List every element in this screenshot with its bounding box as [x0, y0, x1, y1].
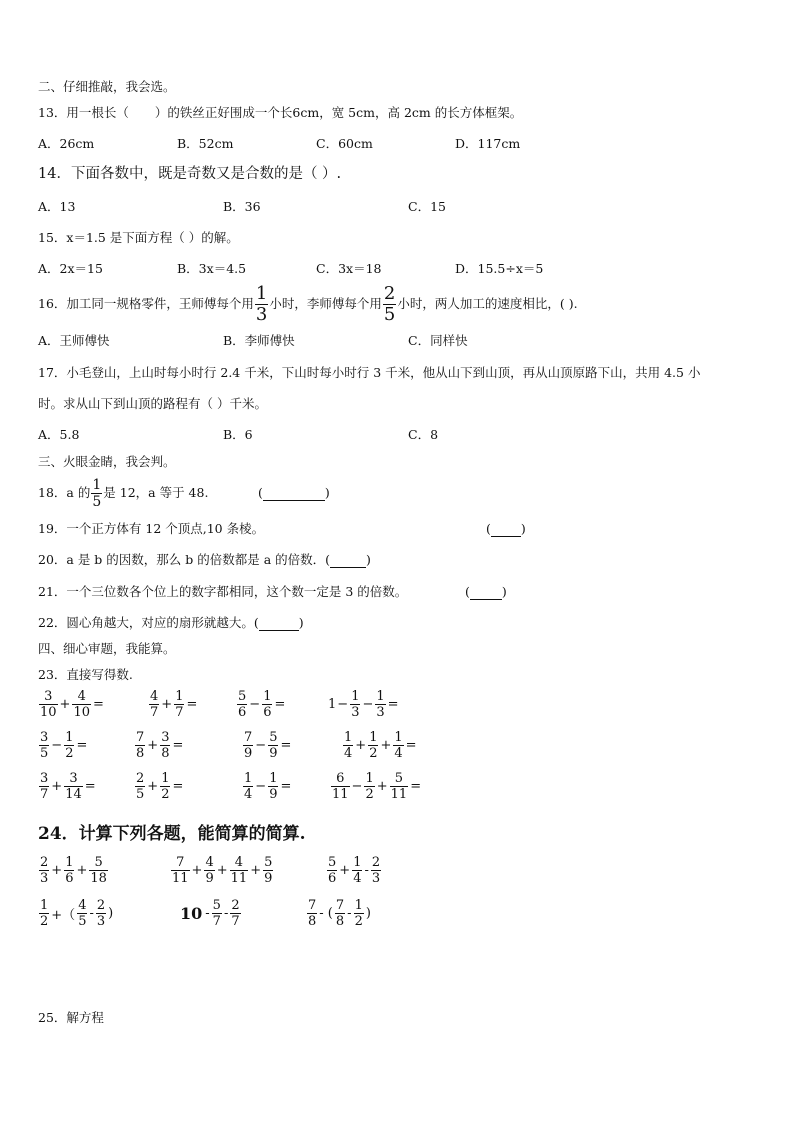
- fraction: [72, 690, 91, 719]
- q17-option-c: C．8: [408, 427, 439, 442]
- denominator: 10: [40, 705, 57, 720]
- numerator: 4: [78, 898, 87, 913]
- denominator: 10: [73, 705, 90, 720]
- paren-right: ): [520, 521, 526, 536]
- denominator: 5: [92, 493, 102, 510]
- equals-sign: =: [93, 697, 104, 712]
- denominator: 9: [244, 746, 253, 761]
- integer: 1: [328, 697, 337, 712]
- denominator: 8: [161, 746, 170, 761]
- fraction: [174, 690, 184, 719]
- q23-expr-9: [38, 772, 97, 801]
- denominator: 2: [40, 914, 49, 929]
- numerator: 3: [40, 771, 49, 786]
- denominator: 3: [255, 303, 268, 325]
- fraction: [39, 731, 49, 760]
- q16-part1: 16．加工同一规格零件，王师傅每个用: [38, 296, 254, 311]
- denominator: 11: [172, 871, 189, 886]
- numerator: 7: [335, 898, 345, 913]
- question-13-post: ）的铁丝正好围成一个长6cm，宽 5cm，高 2cm 的长方体框架。: [154, 105, 523, 120]
- question-13-pre: 13．用一根长（: [38, 105, 129, 120]
- fraction: [307, 899, 317, 928]
- equals-sign: =: [172, 738, 184, 753]
- integer: 10: [180, 904, 203, 923]
- q23-expr-2: [148, 690, 198, 719]
- numerator: 4: [234, 855, 244, 870]
- denominator: 4: [344, 746, 353, 761]
- plus-sign: +: [147, 779, 159, 794]
- numerator: 1: [365, 771, 374, 786]
- q20-text: 20．a 是 b 的因数，那么 b 的倍数都是 a 的倍数．(: [38, 552, 331, 567]
- q18-answer-paren[interactable]: [258, 485, 330, 501]
- fraction: [135, 731, 145, 760]
- fraction: [263, 856, 273, 885]
- denominator: 11: [332, 787, 349, 802]
- question-24-title: 24．计算下列各题，能简算的简算.: [38, 824, 306, 844]
- fraction: [39, 690, 58, 719]
- fraction: [243, 731, 253, 760]
- plus-open-paren: +（: [51, 908, 76, 923]
- numerator: 1: [40, 898, 49, 913]
- q16-fraction-1: [255, 282, 268, 325]
- denominator: 2: [369, 746, 378, 761]
- denominator: 6: [328, 871, 337, 886]
- fraction: [64, 856, 74, 885]
- q14-option-c: C．15: [408, 199, 446, 214]
- fraction: [39, 899, 49, 928]
- q24-expr-6: [306, 899, 372, 928]
- numerator: 2: [383, 282, 396, 304]
- question-25-title: 25．解方程: [38, 1010, 104, 1025]
- q16-option-b: B．李师傅快: [223, 333, 295, 348]
- q16-part2: 小时，李师傅每个用: [269, 296, 382, 311]
- equals-sign: =: [76, 738, 88, 753]
- fraction: [268, 731, 278, 760]
- plus-sign: +: [51, 779, 63, 794]
- fraction: [171, 856, 190, 885]
- q23-expr-4: [328, 690, 400, 719]
- numerator: 3: [69, 771, 78, 786]
- denominator: 6: [65, 871, 74, 886]
- fraction: [64, 731, 74, 760]
- denominator: 7: [212, 914, 221, 929]
- equals-sign: =: [405, 738, 417, 753]
- numerator: 3: [40, 730, 49, 745]
- minus-sign: -: [347, 906, 352, 921]
- q18-part2: 是 12，a 等于 48.: [103, 485, 209, 500]
- q23-expr-5: [38, 731, 88, 760]
- fraction: [204, 856, 214, 885]
- numerator: 3: [161, 730, 170, 745]
- answer-blank[interactable]: [491, 536, 521, 537]
- denominator: 4: [394, 746, 403, 761]
- question-19: 19．一个正方体有 12 个顶点,10 条棱。: [38, 521, 265, 536]
- numerator: 1: [244, 771, 253, 786]
- plus-sign: +: [191, 863, 203, 878]
- q18-part1: 18．a 的: [38, 485, 91, 500]
- numerator: 1: [351, 689, 360, 704]
- paren-right: ): [501, 584, 507, 599]
- equals-sign: =: [410, 779, 422, 794]
- fraction: [39, 856, 49, 885]
- denominator: 2: [354, 914, 363, 929]
- minus-sign: −: [362, 697, 374, 712]
- question-17-line1: 17．小毛登山，上山时每小时行 2.4 千米，下山时每小时行 3 千米，他从山下到山顶，再从山顶原路下山，共用 4.5 小: [38, 365, 701, 380]
- q18-fraction: [91, 478, 102, 509]
- numerator: 3: [44, 689, 53, 704]
- denominator: 3: [40, 871, 49, 886]
- numerator: 5: [238, 689, 247, 704]
- denominator: 11: [390, 787, 408, 802]
- fraction: [371, 856, 381, 885]
- denominator: 4: [244, 787, 253, 802]
- q23-expr-6: [134, 731, 184, 760]
- numerator: 2: [136, 771, 145, 786]
- fraction: [39, 772, 49, 801]
- fraction: [268, 772, 278, 801]
- denominator: 7: [175, 705, 184, 720]
- q13-option-d: D．117cm: [455, 136, 521, 151]
- q14-option-a: A．13: [38, 199, 76, 214]
- q13-option-a: A．26cm: [38, 136, 95, 151]
- minus-sign: −: [51, 738, 63, 753]
- question-20: [38, 552, 371, 568]
- fraction: [331, 772, 350, 801]
- denominator: 9: [269, 787, 278, 802]
- denominator: 7: [150, 705, 159, 720]
- answer-blank[interactable]: [470, 599, 502, 600]
- q21-answer-paren[interactable]: [465, 584, 507, 600]
- numerator: 1: [369, 730, 378, 745]
- question-21: 21．一个三位数各个位上的数字都相同，这个数一定是 3 的倍数。: [38, 584, 408, 599]
- plus-sign: +: [339, 863, 351, 878]
- section-two-heading: 二、仔细推敲，我会选。: [38, 79, 176, 94]
- denominator: 3: [351, 705, 360, 720]
- numerator: 2: [40, 855, 49, 870]
- denominator: 5: [78, 914, 87, 929]
- q24-expr-4: [38, 899, 114, 928]
- numerator: 2: [96, 898, 106, 913]
- denominator: 3: [371, 871, 381, 886]
- equals-sign: =: [186, 697, 198, 712]
- paren-right: ): [366, 552, 371, 567]
- question-17-line2: 时。求从山下到山顶的路程有（ ）千米。: [38, 396, 267, 411]
- fraction: [237, 690, 247, 719]
- plus-sign: +: [161, 697, 173, 712]
- q24-expr-3: [326, 856, 382, 885]
- denominator: 18: [90, 871, 107, 886]
- q16-option-a: A．王师傅快: [38, 333, 110, 348]
- numerator: 1: [161, 771, 170, 786]
- minus-sign: −: [255, 779, 267, 794]
- fraction: [230, 856, 249, 885]
- q23-expr-11: [242, 772, 292, 801]
- question-18: [38, 474, 208, 512]
- fraction: [262, 690, 272, 719]
- close-paren: ): [365, 906, 371, 921]
- q15-option-c: C．3x＝18: [316, 261, 382, 276]
- numerator: 5: [212, 898, 221, 913]
- numerator: 1: [394, 730, 403, 745]
- fraction: [89, 856, 108, 885]
- numerator: 7: [176, 855, 185, 870]
- q15-option-b: B．3x＝4.5: [177, 261, 247, 276]
- equals-sign: =: [84, 779, 96, 794]
- fraction: [354, 899, 364, 928]
- numerator: 4: [150, 689, 159, 704]
- minus-sign: -: [364, 863, 369, 878]
- fraction: [160, 772, 170, 801]
- numerator: 2: [231, 898, 240, 913]
- section-three-heading: 三、火眼金睛，我会判。: [38, 454, 176, 469]
- q17-option-b: B．6: [223, 427, 253, 442]
- fraction: [243, 772, 253, 801]
- fraction: [350, 690, 360, 719]
- numerator: 5: [269, 730, 278, 745]
- denominator: 5: [136, 787, 145, 802]
- fraction: [96, 899, 106, 928]
- paren-right: ): [298, 615, 304, 630]
- fraction: [160, 731, 170, 760]
- numerator: 6: [336, 771, 345, 786]
- fraction: [364, 772, 374, 801]
- denominator: 2: [65, 746, 74, 761]
- equals-sign: =: [172, 779, 184, 794]
- numerator: 1: [65, 730, 74, 745]
- denominator: 6: [238, 705, 247, 720]
- equals-sign: =: [274, 697, 286, 712]
- denominator: 3: [96, 914, 106, 929]
- q16-option-c: C．同样快: [408, 333, 468, 348]
- numerator: 2: [371, 855, 381, 870]
- q14-option-b: B．36: [223, 199, 261, 214]
- minus-sign: -: [223, 906, 229, 921]
- numerator: 1: [92, 476, 102, 493]
- numerator: 1: [269, 771, 278, 786]
- minus-open-paren: - (: [319, 906, 333, 921]
- denominator: 8: [136, 746, 145, 761]
- paren-left: (: [258, 485, 263, 500]
- plus-sign: +: [376, 779, 388, 794]
- numerator: 5: [94, 855, 103, 870]
- q16-fraction-2: [383, 282, 396, 325]
- numerator: 4: [205, 855, 214, 870]
- q15-option-a: A．2x＝15: [38, 261, 103, 276]
- paren-left: (: [486, 521, 491, 536]
- denominator: 9: [264, 871, 273, 886]
- denominator: 11: [230, 871, 248, 886]
- answer-blank[interactable]: [259, 615, 299, 631]
- fraction: [352, 856, 362, 885]
- q23-expr-1: [38, 690, 105, 719]
- fraction: [64, 772, 83, 801]
- denominator: 3: [376, 705, 385, 720]
- numerator: 4: [77, 689, 86, 704]
- numerator: 1: [255, 282, 268, 304]
- equals-sign: =: [387, 697, 399, 712]
- question-15: 15．x＝1.5 是下面方程（ ）的解。: [38, 230, 239, 245]
- numerator: 1: [353, 855, 362, 870]
- q23-expr-3: [236, 690, 286, 719]
- denominator: 6: [263, 705, 272, 720]
- fraction: [343, 731, 353, 760]
- denominator: 8: [308, 914, 317, 929]
- question-16: [38, 284, 578, 324]
- numerator: 1: [376, 689, 385, 704]
- denominator: 7: [40, 787, 49, 802]
- equals-sign: =: [280, 779, 292, 794]
- q13-option-b: B．52cm: [177, 136, 234, 151]
- fraction: [212, 899, 222, 928]
- q16-part3: 小时，两人加工的速度相比，( ).: [397, 296, 578, 311]
- numerator: 7: [244, 730, 253, 745]
- q24-expr-5: [180, 899, 242, 928]
- fraction: [230, 899, 240, 928]
- fraction: [77, 899, 87, 928]
- denominator: 5: [383, 303, 396, 325]
- plus-sign: +: [147, 738, 159, 753]
- denominator: 7: [231, 914, 240, 929]
- minus-sign: −: [255, 738, 267, 753]
- q23-expr-8: [342, 731, 418, 760]
- fraction: [390, 772, 409, 801]
- close-paren: ): [108, 906, 114, 921]
- plus-sign: +: [355, 738, 367, 753]
- fraction: [375, 690, 385, 719]
- plus-sign: +: [216, 863, 228, 878]
- question-22: [38, 615, 304, 631]
- numerator: 5: [394, 771, 404, 786]
- q23-expr-12: [330, 772, 422, 801]
- denominator: 8: [335, 914, 345, 929]
- q23-expr-7: [242, 731, 292, 760]
- numerator: 1: [65, 855, 74, 870]
- plus-sign: +: [51, 863, 63, 878]
- numerator: 1: [175, 689, 184, 704]
- numerator: 7: [136, 730, 145, 745]
- plus-sign: +: [59, 697, 71, 712]
- fraction: [335, 899, 345, 928]
- paren-right: ): [324, 485, 330, 500]
- fraction: [368, 731, 378, 760]
- denominator: 5: [40, 746, 49, 761]
- answer-blank[interactable]: [263, 500, 325, 501]
- fraction: [135, 772, 145, 801]
- q17-option-a: A．5.8: [38, 427, 80, 442]
- q22-text: 22．圆心角越大，对应的扇形就越大。(: [38, 615, 259, 630]
- question-13: [38, 105, 522, 121]
- numerator: 5: [264, 855, 273, 870]
- q15-option-d: D．15.5÷x＝5: [455, 261, 544, 276]
- minus-sign: -: [205, 906, 210, 921]
- q24-expr-2: [170, 856, 274, 885]
- answer-blank[interactable]: [330, 552, 366, 568]
- minus-sign: −: [249, 697, 261, 712]
- numerator: 1: [344, 730, 353, 745]
- numerator: 1: [354, 898, 363, 913]
- question-14: 14．下面各数中，既是奇数又是合数的是（ ）.: [38, 166, 342, 182]
- denominator: 2: [365, 787, 374, 802]
- fraction: [149, 690, 159, 719]
- plus-sign: +: [380, 738, 392, 753]
- denominator: 4: [353, 871, 362, 886]
- paren-left: (: [465, 584, 470, 599]
- q19-answer-paren[interactable]: [486, 521, 526, 537]
- minus-sign: −: [337, 697, 349, 712]
- denominator: 14: [65, 787, 82, 802]
- q23-expr-10: [134, 772, 184, 801]
- q24-expr-1: [38, 856, 109, 885]
- plus-sign: +: [250, 863, 262, 878]
- numerator: 1: [263, 689, 272, 704]
- denominator: 2: [161, 787, 170, 802]
- denominator: 9: [205, 871, 214, 886]
- plus-sign: +: [76, 863, 88, 878]
- fraction: [327, 856, 337, 885]
- section-four-heading: 四、细心审题，我能算。: [38, 641, 176, 656]
- minus-sign: −: [351, 779, 363, 794]
- fraction: [393, 731, 403, 760]
- minus-sign: -: [89, 906, 94, 921]
- equals-sign: =: [280, 738, 292, 753]
- q13-option-c: C．60cm: [316, 136, 373, 151]
- denominator: 9: [269, 746, 278, 761]
- numerator: 5: [328, 855, 337, 870]
- question-23-title: 23．直接写得数.: [38, 667, 133, 682]
- numerator: 7: [308, 898, 317, 913]
